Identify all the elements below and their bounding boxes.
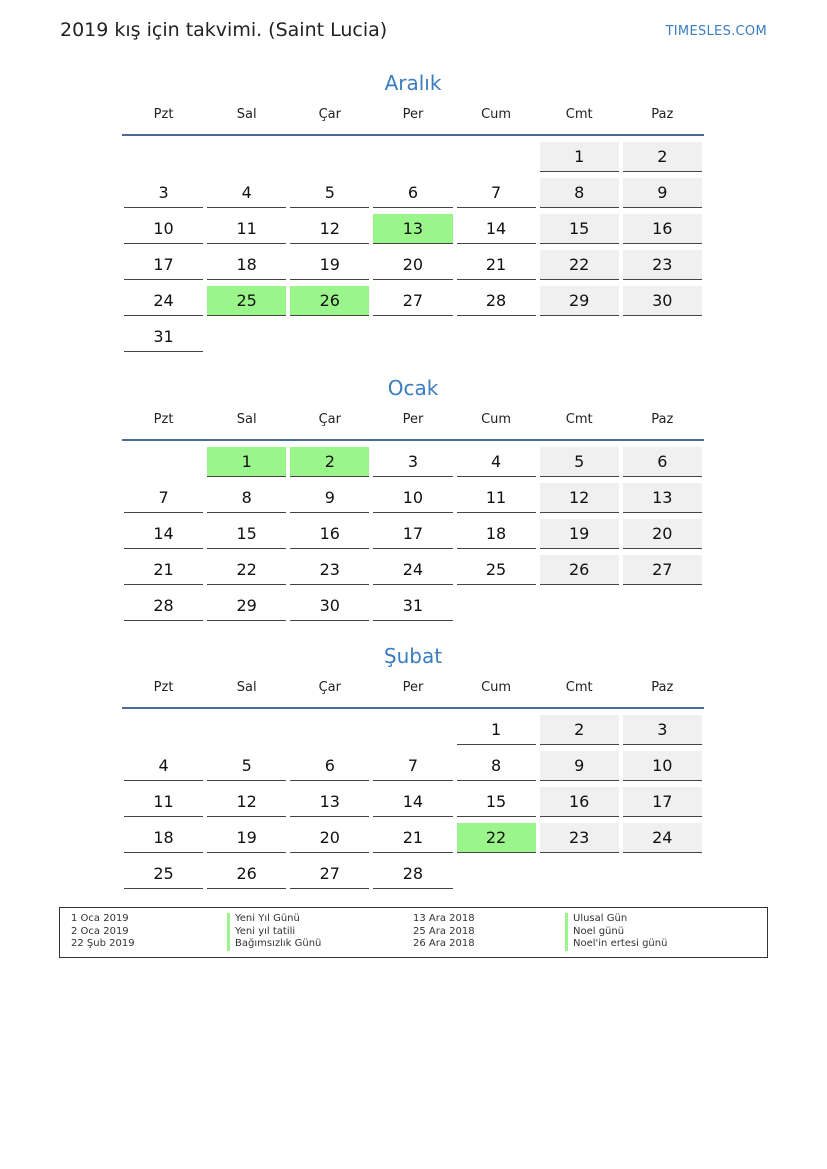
day-cell: 7 — [124, 483, 203, 513]
day-grid — [122, 713, 704, 893]
day-cell: 30 — [290, 591, 369, 621]
empty-cell — [124, 447, 203, 476]
weekday-label: Paz — [651, 107, 674, 122]
day-cell: 13 — [290, 787, 369, 817]
day-cell: 27 — [373, 286, 452, 316]
day-cell: 29 — [207, 591, 286, 621]
day-cell: 17 — [623, 787, 702, 817]
day-cell: 15 — [207, 519, 286, 549]
day-cell: 10 — [373, 483, 452, 513]
day-cell: 5 — [290, 178, 369, 208]
holiday-day-cell: 2 — [290, 447, 369, 477]
day-cell: 10 — [124, 214, 203, 244]
day-cell: 3 — [124, 178, 203, 208]
day-cell: 11 — [124, 787, 203, 817]
empty-cell — [207, 715, 286, 744]
day-cell: 6 — [373, 178, 452, 208]
legend-names-right — [565, 913, 667, 951]
day-cell: 19 — [207, 823, 286, 853]
legend-names-left — [227, 913, 321, 951]
weekday-label: Paz — [651, 680, 674, 695]
day-cell: 16 — [540, 787, 619, 817]
day-cell: 9 — [540, 751, 619, 781]
day-cell: 17 — [124, 250, 203, 280]
month-title: Şubat — [383, 644, 443, 668]
empty-cell — [124, 142, 203, 171]
day-cell: 8 — [207, 483, 286, 513]
day-cell: 28 — [373, 859, 452, 889]
day-cell: 22 — [207, 555, 286, 585]
page-title: 2019 kış için takvimi. (Saint Lucia) — [60, 19, 388, 41]
weekday-label: Pzt — [153, 107, 174, 122]
weekday-label: Cum — [481, 412, 512, 427]
legend-holiday-name: Noel'in ertesi günü — [565, 938, 667, 951]
day-cell: 8 — [540, 178, 619, 208]
holiday-day-cell: 26 — [290, 286, 369, 316]
day-cell: 21 — [373, 823, 452, 853]
weekday-label: Çar — [318, 412, 341, 427]
legend-dates-left — [71, 913, 135, 951]
weekday-label: Paz — [651, 412, 674, 427]
weekday-label: Per — [402, 680, 424, 695]
weekday-header — [122, 677, 704, 709]
weekday-label: Cum — [481, 680, 512, 695]
month-december — [122, 68, 704, 356]
day-cell: 18 — [207, 250, 286, 280]
day-cell: 1 — [540, 142, 619, 172]
legend-holiday-name: Ulusal Gün — [565, 913, 667, 926]
empty-cell — [207, 142, 286, 171]
holiday-day-cell: 25 — [207, 286, 286, 316]
weekday-header — [122, 409, 704, 441]
weekday-label: Cmt — [565, 412, 593, 427]
day-cell: 18 — [457, 519, 536, 549]
legend-date: 25 Ara 2018 — [413, 925, 475, 937]
day-cell: 16 — [290, 519, 369, 549]
weekday-label: Pzt — [153, 412, 174, 427]
day-cell: 24 — [623, 823, 702, 853]
weekday-header — [122, 104, 704, 136]
month-title: Aralık — [384, 71, 442, 95]
weekday-label: Per — [402, 412, 424, 427]
day-cell: 7 — [457, 178, 536, 208]
day-cell: 4 — [457, 447, 536, 477]
month-title: Ocak — [387, 376, 439, 400]
legend-holiday-name: Bağımsızlık Günü — [227, 938, 321, 951]
day-cell: 3 — [373, 447, 452, 477]
day-cell: 14 — [373, 787, 452, 817]
day-cell: 31 — [124, 322, 203, 352]
day-cell: 23 — [623, 250, 702, 280]
day-cell: 12 — [207, 787, 286, 817]
empty-cell — [290, 142, 369, 171]
day-cell: 2 — [540, 715, 619, 745]
empty-cell — [457, 142, 536, 171]
day-cell: 26 — [540, 555, 619, 585]
day-cell: 20 — [373, 250, 452, 280]
legend-date: 1 Oca 2019 — [71, 913, 129, 924]
day-cell: 22 — [540, 250, 619, 280]
day-grid — [122, 445, 704, 625]
weekday-label: Sal — [236, 680, 257, 695]
weekday-label: Pzt — [153, 680, 174, 695]
day-cell: 25 — [124, 859, 203, 889]
empty-cell — [124, 715, 203, 744]
day-cell: 8 — [457, 751, 536, 781]
holiday-day-cell: 1 — [207, 447, 286, 477]
day-cell: 18 — [124, 823, 203, 853]
holiday-day-cell: 13 — [373, 214, 452, 244]
day-cell: 21 — [124, 555, 203, 585]
day-cell: 5 — [540, 447, 619, 477]
day-cell: 2 — [623, 142, 702, 172]
legend-date: 2 Oca 2019 — [71, 925, 129, 937]
day-cell: 7 — [373, 751, 452, 781]
day-cell: 12 — [290, 214, 369, 244]
day-cell: 25 — [457, 555, 536, 585]
day-cell: 10 — [623, 751, 702, 781]
day-cell: 9 — [290, 483, 369, 513]
day-cell: 5 — [207, 751, 286, 781]
day-cell: 19 — [290, 250, 369, 280]
legend-date: 13 Ara 2018 — [413, 913, 475, 924]
day-cell: 1 — [457, 715, 536, 745]
day-cell: 23 — [540, 823, 619, 853]
day-cell: 17 — [373, 519, 452, 549]
day-cell: 26 — [207, 859, 286, 889]
legend-dates-right — [413, 913, 475, 951]
day-cell: 11 — [457, 483, 536, 513]
day-cell: 28 — [457, 286, 536, 316]
weekday-label: Sal — [236, 107, 257, 122]
empty-cell — [373, 715, 452, 744]
day-cell: 24 — [373, 555, 452, 585]
day-cell: 27 — [623, 555, 702, 585]
day-cell: 4 — [124, 751, 203, 781]
day-cell: 16 — [623, 214, 702, 244]
day-cell: 31 — [373, 591, 452, 621]
empty-cell — [290, 715, 369, 744]
weekday-label: Sal — [236, 412, 257, 427]
brand-link[interactable]: TIMESLES.COM — [665, 24, 767, 39]
day-cell: 20 — [290, 823, 369, 853]
day-cell: 6 — [290, 751, 369, 781]
day-cell: 15 — [540, 214, 619, 244]
empty-cell — [373, 142, 452, 171]
holiday-legend — [59, 907, 768, 958]
weekday-label: Cum — [481, 107, 512, 122]
legend-holiday-name: Yeni yıl tatili — [227, 926, 321, 939]
day-cell: 23 — [290, 555, 369, 585]
day-cell: 30 — [623, 286, 702, 316]
weekday-label: Çar — [318, 680, 341, 695]
day-cell: 14 — [457, 214, 536, 244]
day-cell: 12 — [540, 483, 619, 513]
weekday-label: Cmt — [565, 680, 593, 695]
day-cell: 4 — [207, 178, 286, 208]
month-january — [122, 373, 704, 625]
weekday-label: Per — [402, 107, 424, 122]
legend-holiday-name: Noel günü — [565, 926, 667, 939]
day-cell: 15 — [457, 787, 536, 817]
holiday-day-cell: 22 — [457, 823, 536, 853]
legend-holiday-name: Yeni Yıl Günü — [227, 913, 321, 926]
day-cell: 3 — [623, 715, 702, 745]
day-cell: 9 — [623, 178, 702, 208]
legend-date: 26 Ara 2018 — [413, 938, 475, 949]
day-cell: 24 — [124, 286, 203, 316]
weekday-label: Çar — [318, 107, 341, 122]
day-cell: 13 — [623, 483, 702, 513]
day-cell: 21 — [457, 250, 536, 280]
day-cell: 14 — [124, 519, 203, 549]
day-cell: 6 — [623, 447, 702, 477]
day-cell: 27 — [290, 859, 369, 889]
day-cell: 28 — [124, 591, 203, 621]
day-cell: 19 — [540, 519, 619, 549]
day-grid — [122, 140, 704, 356]
day-cell: 20 — [623, 519, 702, 549]
month-february — [122, 641, 704, 893]
day-cell: 11 — [207, 214, 286, 244]
weekday-label: Cmt — [565, 107, 593, 122]
legend-date: 22 Şub 2019 — [71, 938, 135, 949]
day-cell: 29 — [540, 286, 619, 316]
